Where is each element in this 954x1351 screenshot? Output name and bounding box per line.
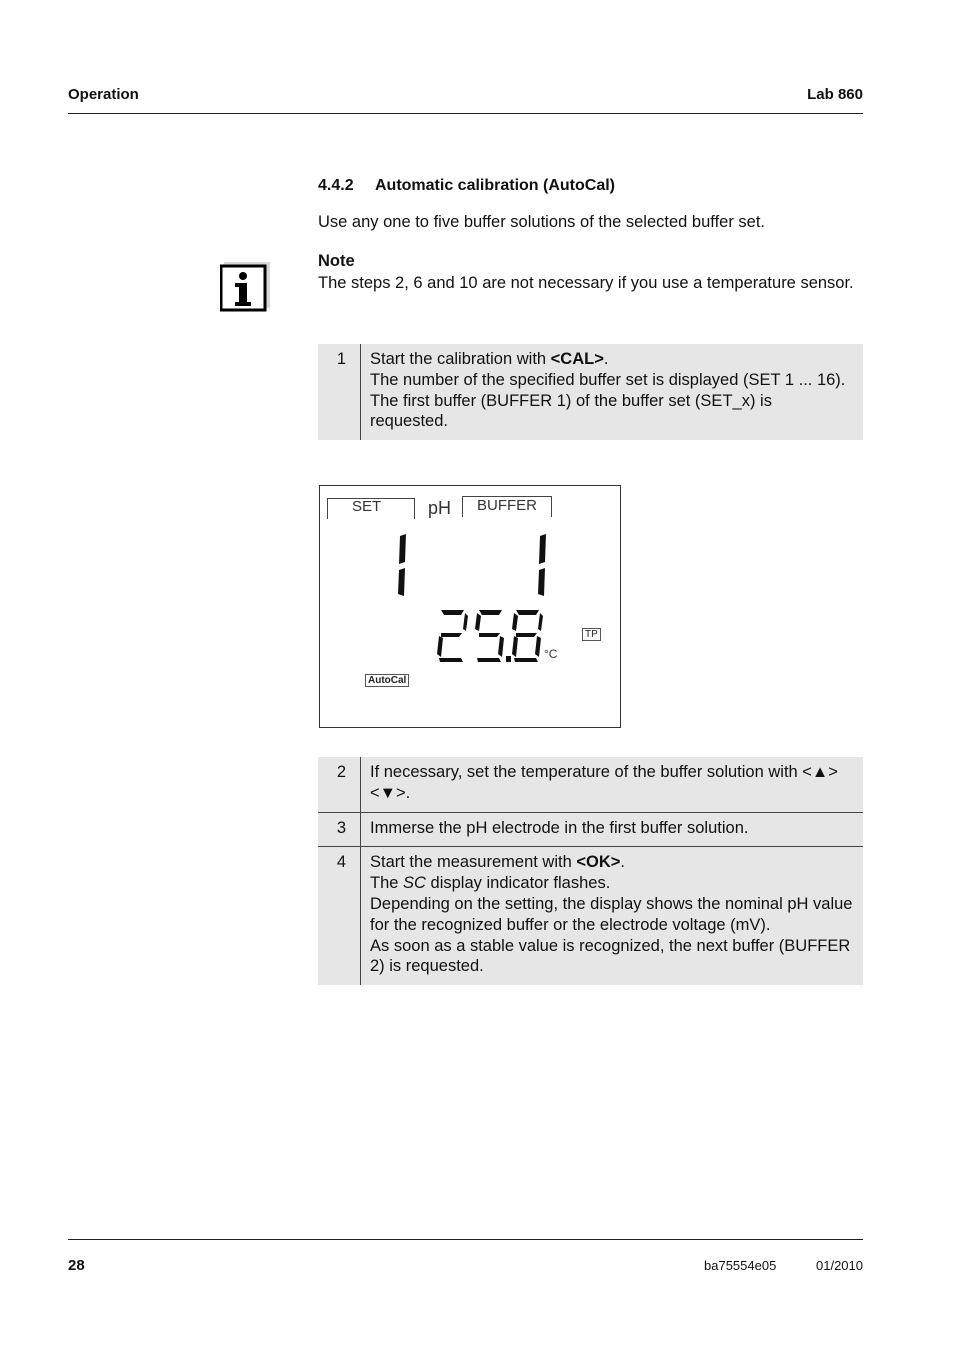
document-id: ba75554e05 [704,1258,777,1273]
buffer-value-digit [538,534,546,596]
tp-indicator: TP [582,628,601,641]
step-line: Start the calibration with <CAL>. [370,350,609,368]
steps-table-2 [318,757,863,985]
note-title: Note [318,252,355,270]
section-title: Automatic calibration (AutoCal) [375,177,616,194]
header-product: Lab 860 [807,86,863,103]
section-number: 4.4.2 [318,177,354,194]
autocal-indicator: AutoCal [365,674,409,687]
step-line: The first buffer (BUFFER 1) of the buffer set (SET_x) is requested. [370,391,772,431]
step-line: Depending on the setting, the display shows the nominal pH value for the recognized buffer or the electrode voltage (mV). [370,894,853,934]
temp-unit: °C [544,647,558,661]
step-line: If necessary, set the temperature of the buffer solution with <▲><▼>. [370,763,838,802]
step-number: 1 [318,344,361,440]
buffer-label: BUFFER [477,497,537,514]
info-icon [220,262,270,312]
step-line: The number of the specified buffer set is displayed (SET 1 ... 16). [370,370,846,389]
lcd-segments [320,486,620,727]
step-line: The SC display indicator flashes. [370,874,611,893]
step-text [361,757,863,812]
temperature-digits [437,610,543,662]
step-text [361,813,758,847]
lcd-display [319,485,621,728]
step-line: Start the measurement with <OK>. [370,853,625,872]
ph-label: pH [428,498,452,518]
step-text [361,847,863,985]
step-row [318,344,863,440]
step-row [318,812,863,847]
steps-table-1 [318,344,863,440]
header-rule [68,113,863,114]
header-section: Operation [68,86,139,103]
footer-rule [68,1239,863,1240]
intro-text: Use any one to five buffer solutions of the selected buffer set. [318,213,765,231]
step-number: 4 [318,847,361,985]
step-line: As soon as a stable value is recognized, the next buffer (BUFFER 2) is requested. [370,936,851,976]
step-line: Immerse the pH electrode in the first buffer solution. [370,818,749,837]
step-text [361,344,863,440]
section-heading [318,177,615,195]
page-number: 28 [68,1257,85,1274]
step-row [318,757,863,812]
step-number: 2 [318,757,361,812]
step-row [318,846,863,985]
set-label: SET [352,498,382,515]
document-date: 01/2010 [816,1258,863,1273]
note-text: The steps 2, 6 and 10 are not necessary if you use a temperature sensor. [318,274,854,292]
set-value-digit [398,534,406,596]
step-number: 3 [318,813,361,847]
